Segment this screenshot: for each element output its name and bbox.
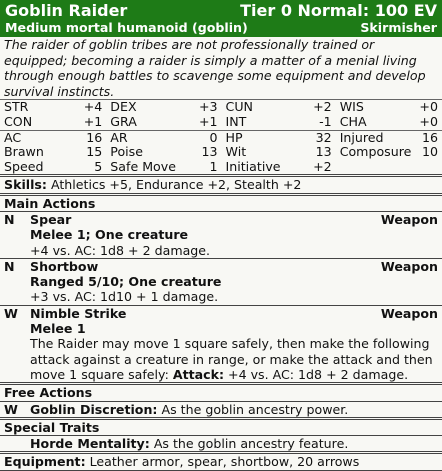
action-name: Goblin Discretion: bbox=[30, 401, 158, 417]
action-effect-line: move 1 square safely: Attack: +4 vs. AC: 1d8 + 2 damage. bbox=[30, 366, 409, 382]
free-actions-heading: Free Actions bbox=[4, 385, 93, 401]
attr-label: INT bbox=[225, 113, 247, 129]
skills-label: Skills: bbox=[4, 177, 47, 193]
attr-value: +1 bbox=[83, 113, 103, 129]
def-value: 1 bbox=[209, 158, 218, 174]
def-value: 10 bbox=[421, 144, 438, 160]
def-label: Speed bbox=[4, 158, 44, 174]
trait-name: Horde Mentality: bbox=[30, 436, 150, 452]
action-kind: Weapon bbox=[380, 258, 438, 274]
action-range: Melee 1; One creature bbox=[30, 227, 189, 243]
def-value: 13 bbox=[315, 144, 332, 160]
action-range: Ranged 5/10; One creature bbox=[30, 274, 222, 290]
equipment-text: Leather armor, spear, shortbow, 20 arrows bbox=[85, 454, 360, 470]
attr-value: +2 bbox=[295, 100, 335, 115]
creature-role: Skirmisher bbox=[360, 20, 437, 35]
def-label: AC bbox=[0, 130, 54, 145]
flavor-text: The raider of goblin tribes are not professionally trained or equipped; becoming a raider is simply a matter of a menial living through enough battles to scavenge some equipment and develop survival instincts. bbox=[4, 37, 426, 99]
attr-label: GRA bbox=[110, 113, 137, 129]
stat-block-header bbox=[0, 0, 442, 37]
action-effect-line: attack against a creature in range, or make the attack and then bbox=[30, 351, 433, 367]
special-traits-heading: Special Traits bbox=[4, 419, 100, 435]
attr-label: DEX bbox=[106, 100, 181, 115]
def-label: Wit bbox=[225, 144, 247, 160]
action-kind: Weapon bbox=[380, 211, 438, 227]
action-effect: +3 vs. AC: 1d10 + 1 damage. bbox=[30, 289, 219, 305]
attr-label: CUN bbox=[222, 100, 296, 115]
free-action-goblin-discretion bbox=[0, 402, 442, 417]
attr-label: STR bbox=[0, 100, 54, 115]
def-value: 32 bbox=[295, 130, 335, 145]
action-spear bbox=[0, 212, 442, 258]
action-tag: W bbox=[4, 305, 18, 321]
action-name: Shortbow bbox=[30, 258, 99, 274]
action-shortbow bbox=[0, 259, 442, 305]
def-label: Brawn bbox=[4, 144, 44, 160]
def-value: 5 bbox=[94, 158, 103, 174]
attr-label: CON bbox=[4, 113, 33, 129]
def-value: 16 bbox=[415, 130, 442, 145]
action-tag: W bbox=[4, 401, 18, 417]
def-label: Poise bbox=[110, 144, 143, 160]
action-range: Melee 1 bbox=[30, 321, 86, 337]
defense-row bbox=[0, 130, 442, 145]
action-name: Nimble Strike bbox=[30, 305, 127, 321]
skills-text: Athletics +5, Endurance +2, Stealth +2 bbox=[46, 177, 302, 193]
attr-value: +1 bbox=[198, 113, 218, 129]
action-tag: N bbox=[4, 258, 15, 274]
attr-value: +0 bbox=[419, 113, 438, 129]
trait-horde-mentality bbox=[0, 436, 442, 451]
creature-name: Goblin Raider bbox=[5, 1, 128, 20]
attr-label: WIS bbox=[336, 100, 416, 115]
def-value: +2 bbox=[313, 158, 332, 174]
attr-label: CHA bbox=[339, 113, 367, 129]
def-value: 15 bbox=[86, 144, 103, 160]
action-kind: Weapon bbox=[380, 305, 438, 321]
action-text: As the goblin ancestry power. bbox=[157, 401, 349, 417]
attr-value: -1 bbox=[319, 113, 332, 129]
attack-label: Attack: bbox=[172, 366, 225, 382]
action-effect: +4 vs. AC: 1d8 + 2 damage. bbox=[30, 242, 211, 258]
attr-value: +0 bbox=[415, 100, 442, 115]
action-tag: N bbox=[4, 211, 15, 227]
action-name: Spear bbox=[30, 211, 72, 227]
action-effect-line: The Raider may move 1 square safely, then make the following bbox=[30, 336, 430, 352]
trait-text: As the goblin ancestry feature. bbox=[149, 436, 349, 452]
def-value: 16 bbox=[54, 130, 106, 145]
def-label: HP bbox=[222, 130, 296, 145]
def-label: Safe Move bbox=[110, 158, 176, 174]
def-value: 13 bbox=[201, 144, 218, 160]
action-nimble-strike bbox=[0, 306, 442, 382]
attribute-row bbox=[0, 115, 442, 130]
def-label: AR bbox=[106, 130, 181, 145]
attributes-table bbox=[0, 99, 442, 174]
equipment-line bbox=[0, 454, 442, 469]
attr-value: +4 bbox=[54, 100, 106, 115]
defense-row bbox=[0, 145, 442, 160]
creature-type: Medium mortal humanoid (goblin) bbox=[5, 20, 248, 35]
main-actions-heading: Main Actions bbox=[4, 195, 96, 211]
attr-value: +3 bbox=[181, 100, 221, 115]
def-label: Composure bbox=[339, 144, 412, 160]
def-label: Initiative bbox=[225, 158, 281, 174]
tier-ev: Tier 0 Normal: 100 EV bbox=[240, 1, 437, 20]
skills-line bbox=[0, 177, 442, 192]
equipment-label: Equipment: bbox=[4, 454, 86, 470]
def-value: 0 bbox=[181, 130, 221, 145]
defense-row bbox=[0, 160, 442, 175]
attribute-row bbox=[0, 100, 442, 115]
def-label: Injured bbox=[336, 130, 416, 145]
